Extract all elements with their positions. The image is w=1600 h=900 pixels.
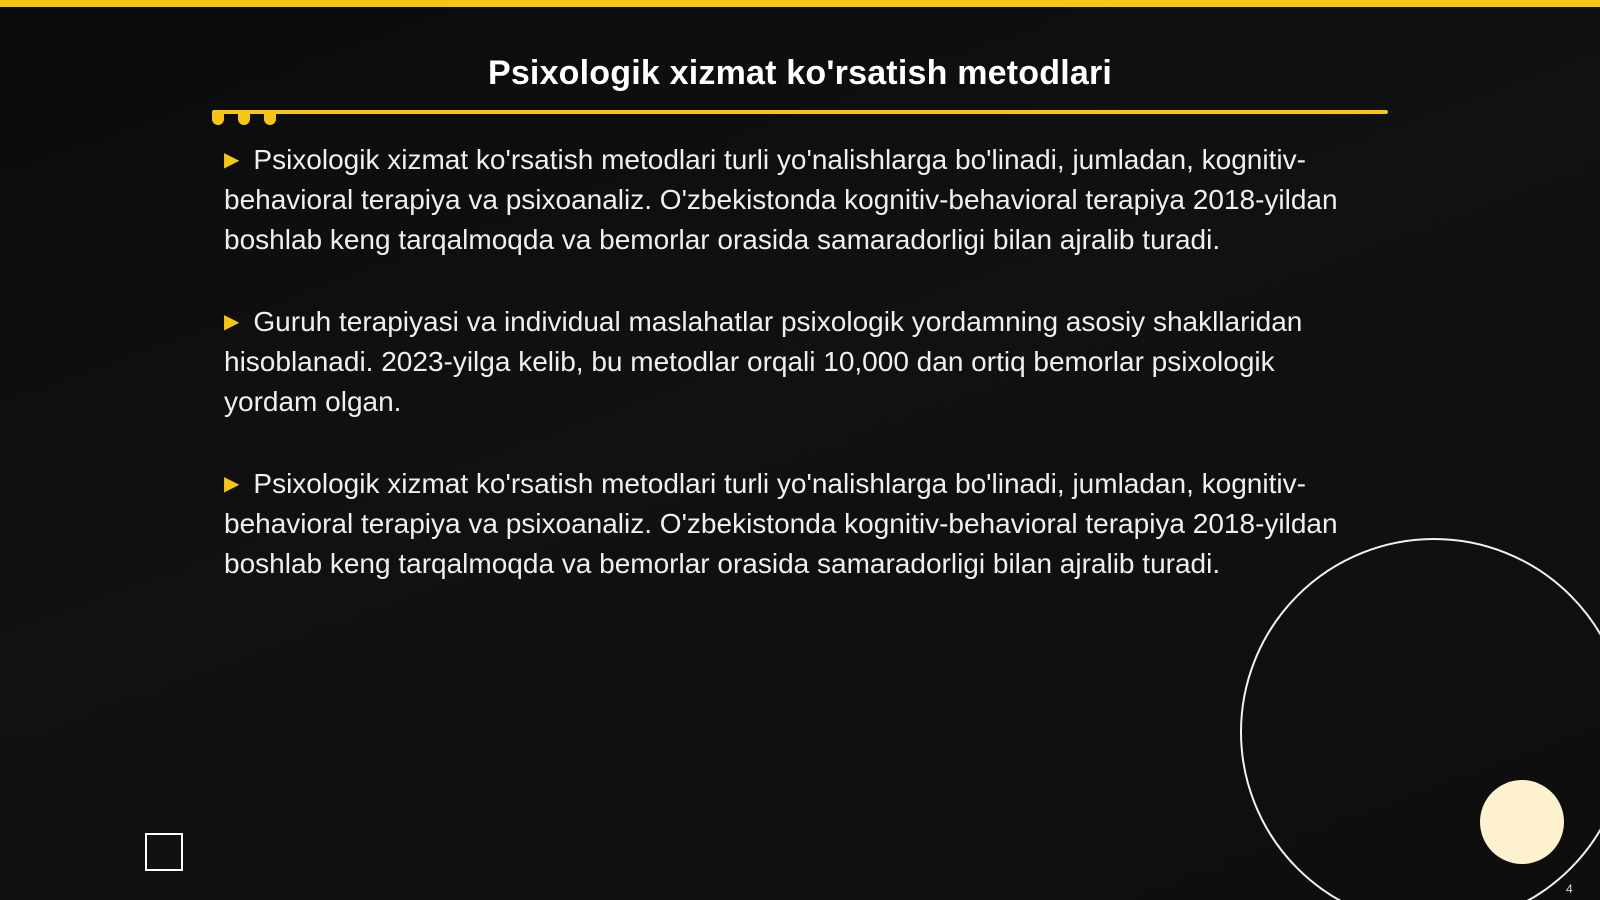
bullet-text: Psixologik xizmat ko'rsatish metodlari turli yo'nalishlarga bo'linadi, jumladan, kognitiv-behavioral terapiya va psixoanaliz. O'zbekistonda kognitiv-behavioral terapiya 2018-yildan boshlab keng tarqalmoqda va bemorlar orasida samaradorligi bilan ajralib turadi. — [224, 144, 1338, 255]
bullet-arrow-icon: ▶ — [224, 473, 240, 495]
page-number: 4 — [1566, 882, 1573, 896]
decorative-dot — [212, 113, 224, 125]
bullet-arrow-icon: ▶ — [224, 149, 240, 171]
bullet-item — [224, 464, 1354, 584]
slide-title: Psixologik xizmat ko'rsatish metodlari — [487, 54, 1113, 92]
decorative-filled-circle — [1480, 780, 1564, 864]
decorative-dot — [264, 113, 276, 125]
bullet-text: Guruh terapiyasi va individual maslahatlar psixologik yordamning asosiy shakllaridan hisoblanadi. 2023-yilga kelib, bu metodlar orqali 10,000 dan ortiq bemorlar psixologik yordam olgan. — [224, 306, 1303, 417]
bullet-list — [224, 140, 1354, 626]
top-accent-bar — [0, 0, 1600, 7]
decorative-square — [145, 833, 183, 871]
bullet-item — [224, 140, 1354, 260]
bullet-text: Psixologik xizmat ko'rsatish metodlari turli yo'nalishlarga bo'linadi, jumladan, kognitiv-behavioral terapiya va psixoanaliz. O'zbekistonda kognitiv-behavioral terapiya 2018-yildan boshlab keng tarqalmoqda va bemorlar orasida samaradorligi bilan ajralib turadi. — [224, 468, 1338, 579]
decorative-dot — [238, 113, 250, 125]
title-underline — [212, 110, 1388, 114]
bullet-arrow-icon: ▶ — [224, 311, 240, 333]
bullet-item — [224, 302, 1354, 422]
